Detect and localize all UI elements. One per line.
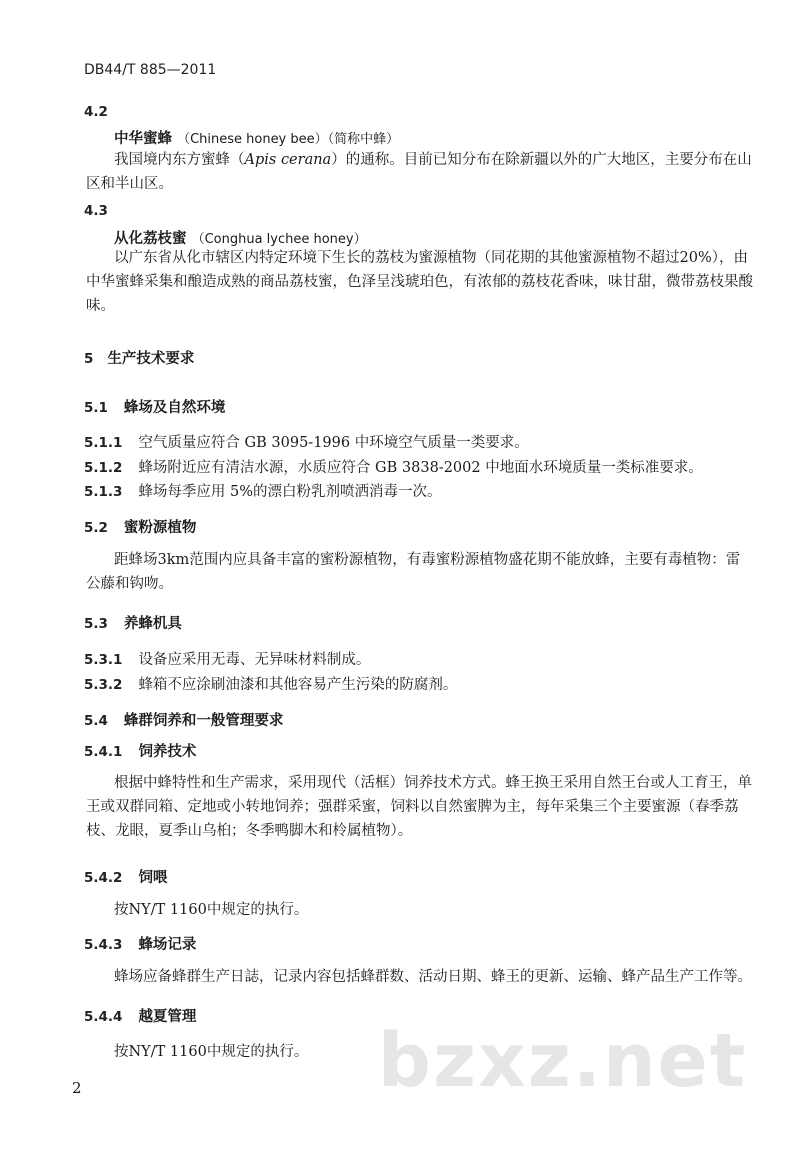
definition-conghua-lychee-honey: 以广东省从化市辖区内特定环境下生长的荔枝为蜜源植物（同花期的其他蜜源植物不超过20%），由中华蜜蜂采集和酿造成熟的商品荔枝蜜，色泽呈浅琥珀色，有浓郁的荔枝花香味，味甘甜，微带荔枝果酸味。 <box>86 250 753 314</box>
term-name-cn: 中华蜜蜂 <box>114 130 172 147</box>
section-5-4-2-heading: 5.4.2 饲喂 <box>84 869 168 886</box>
section-5-4-heading: 5.4 蜂群饲养和一般管理要求 <box>84 712 284 729</box>
section-5-1-heading: 5.1 蜂场及自然环境 <box>84 399 226 416</box>
section-5-4-3-heading: 5.4.3 蜂场记录 <box>84 936 197 953</box>
section-5-heading: 5 生产技术要求 <box>84 350 195 367</box>
section-5-2-text: 距蜂场3km范围内应具备丰富的蜜粉源植物，有毒蜜粉源植物盛花期不能放蜂，主要有毒植物：雷公藤和钩吻。 <box>86 552 741 592</box>
term-chinese-honey-bee <box>114 127 399 148</box>
section-5-4-4-text: 按NY/T 1160中规定的执行。 <box>114 1044 309 1060</box>
clause-5-1-3: 5.1.3 蜂场每季应用 5%的漂白粉乳剂喷洒消毒一次。 <box>84 484 442 500</box>
section-5-4-1-heading: 5.4.1 饲养技术 <box>84 743 197 760</box>
document-code-header: DB44/T 885—2011 <box>84 62 217 78</box>
section-5-4-3-text: 蜂场应备蜂群生产日誌，记录内容包括蜂群数、活动日期、蜂王的更新、运输、蜂产品生产工作等。 <box>114 969 752 985</box>
clause-number-4-2: 4.2 <box>84 104 108 120</box>
term-name-en: （Chinese honey bee）（简称中蜂） <box>177 132 400 147</box>
site-watermark: bzxz.net <box>378 1018 748 1104</box>
term-name-cn: 从化荔枝蜜 <box>114 230 187 247</box>
term-conghua-lychee-honey <box>114 227 367 248</box>
clause-5-3-2: 5.3.2 蜂箱不应涂刷油漆和其他容易产生污染的防腐剂。 <box>84 677 458 693</box>
page-number: 2 <box>72 1079 82 1097</box>
section-5-3-heading: 5.3 养蜂机具 <box>84 615 182 632</box>
section-5-4-4-heading: 5.4.4 越夏管理 <box>84 1008 197 1025</box>
term-name-en: （Conghua lychee honey） <box>191 232 367 247</box>
clause-5-3-1: 5.3.1 设备应采用无毒、无异味材料制成。 <box>84 652 371 668</box>
clause-number-4-3: 4.3 <box>84 203 108 219</box>
section-5-4-2-text: 按NY/T 1160中规定的执行。 <box>114 902 309 918</box>
section-5-4-1-text: 根据中蜂特性和生产需求，采用现代（活框）饲养技术方式。蜂王换王采用自然王台或人工育王，单王或双群同箱、定地或小转地饲养；强群采蜜，饲料以自然蜜脾为主，每年采集三个主要蜜源（春季荔枝、龙眼，夏季山乌桕；冬季鸭脚木和柃属植物）。 <box>86 775 752 839</box>
definition-chinese-honey-bee: 我国境内东方蜜蜂（Apis cerana）的通称。目前已知分布在除新疆以外的广大地区，主要分布在山区和半山区。 <box>86 152 752 192</box>
clause-5-1-2: 5.1.2 蜂场附近应有清洁水源，水质应符合 GB 3838-2002 中地面水环境质量一类标准要求。 <box>84 460 703 476</box>
section-5-2-heading: 5.2 蜜粉源植物 <box>84 519 197 536</box>
clause-5-1-1: 5.1.1 空气质量应符合 GB 3095-1996 中环境空气质量一类要求。 <box>84 435 529 451</box>
